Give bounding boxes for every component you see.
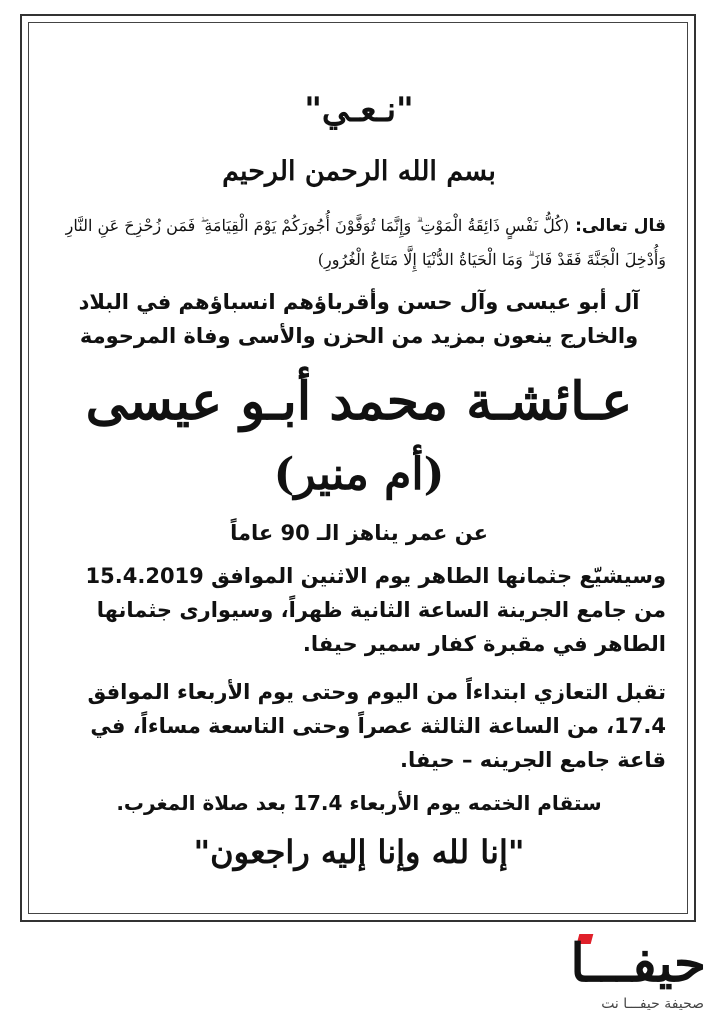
family-line-1: آل أبو عيسى وآل حسن وأقرباؤهم انسباؤهم في البلاد (78, 290, 640, 314)
verse-intro: قال تعالى: (575, 216, 666, 236)
khatma-line: ستقام الختمه يوم الأربعاء 17.4 بعد صلاة المغرب. (116, 791, 602, 815)
deceased-nickname: (أم منير) (273, 449, 445, 500)
family-line-2: والخارج ينعون بمزيد من الحزن والأسى وفاة المرحومة (79, 324, 639, 348)
closing-phrase: "إنا لله وإنا إليه راجعون" (193, 833, 525, 871)
logo-word: حيفـــا (570, 933, 706, 994)
logo-tagline: صحيفة حيفـــا نت (601, 996, 704, 1012)
age-line: عن عمر يناهز الـ 90 عاماً (230, 521, 488, 545)
deceased-name: عـائشـة محمد أبـو عيسى (85, 371, 633, 432)
verse-text: (كُلُّ نَفْسٍ ذَائِقَةُ الْمَوْتِ ۗ وَإِنَّمَا تُوَفَّوْنَ أُجُورَكُمْ يَوْمَ الْقِيَامَةِ ۖ فَمَن زُحْزِحَ عَنِ النَّارِ وَأُدْخِلَ الْجَنَّةَ فَقَدْ فَازَ ۗ وَمَا الْحَيَاةُ الدُّنْيَا إِلَّا مَتَاعُ الْغُرُورِ) (65, 216, 666, 269)
funeral-details: وسيشيّع جثمانها الطاهر يوم الاثنين الموافق 15.4.2019 من جامع الجرينة الساعة الثانية ظهراً، وسيوارى جثمانها الطاهر في مقبرة كفار سمير حيفا. (85, 564, 666, 656)
quran-verse (52, 209, 666, 277)
notice-title: "نـعـي" (304, 90, 414, 130)
basmala: بسم الله الرحمن الرحيم (222, 156, 496, 187)
obituary-notice (52, 90, 666, 871)
haifa-net-logo (522, 934, 712, 1020)
condolence-details: تقبل التعازي ابتداءاً من اليوم وحتى يوم الأربعاء الموافق 17.4، من الساعة الثالثة عصراً وحتى التاسعة مساءاً، في قاعة جامع الجرينه – حيفا. (87, 680, 666, 772)
family-announcement (52, 285, 666, 353)
